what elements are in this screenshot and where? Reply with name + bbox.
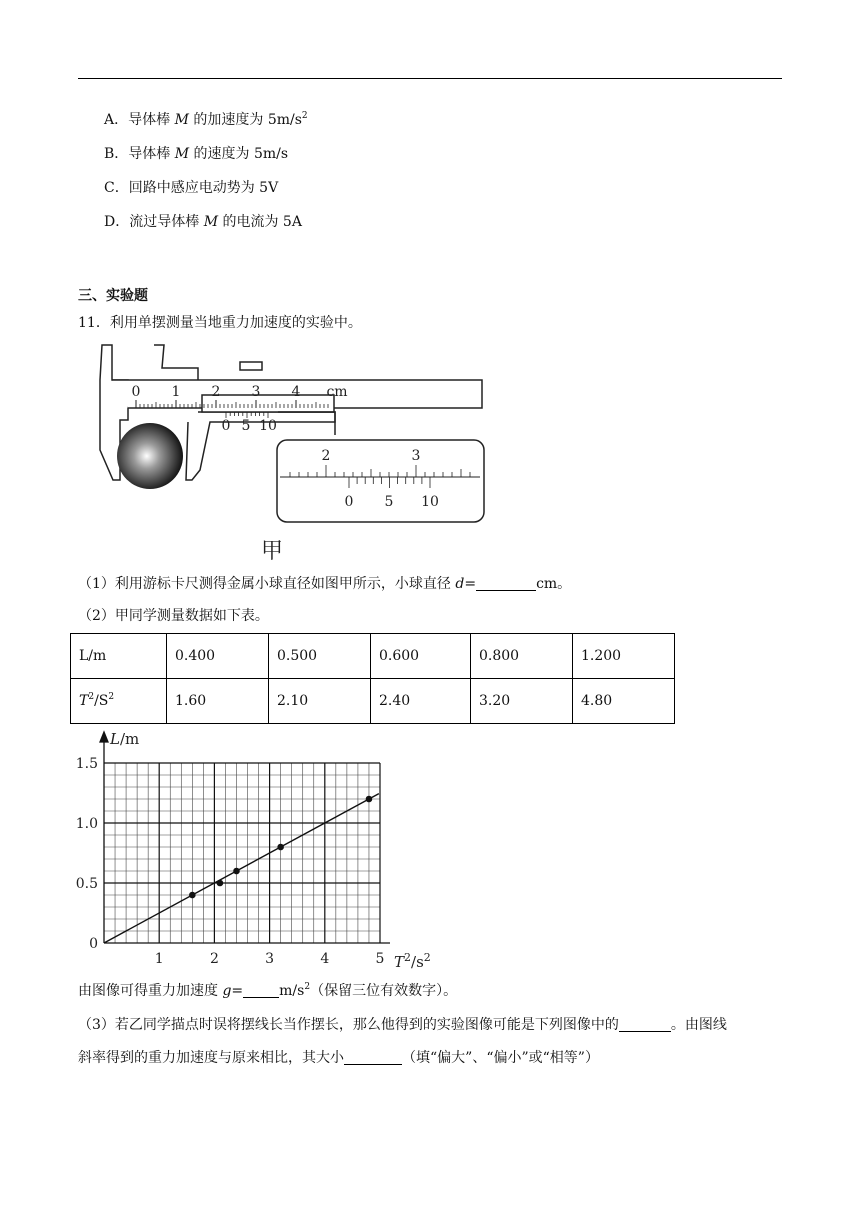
vernier-label: 0 <box>221 418 231 434</box>
data-point <box>366 796 373 803</box>
question-11 <box>78 313 362 333</box>
part-3-line2 <box>78 1048 599 1068</box>
main-scale-label: 4 <box>291 384 301 400</box>
table-row <box>71 679 675 724</box>
option-text: 的速度为 5m/s <box>189 146 289 162</box>
main-scale-label: 1 <box>171 384 181 400</box>
y-axis-arrow <box>100 732 108 742</box>
table-header-cell: $T^2/S^2$ <box>71 679 167 724</box>
data-point <box>217 880 224 887</box>
answer-blank-d <box>476 575 536 591</box>
option-text: 导体棒 <box>128 146 175 162</box>
zoom-vernier-label: 0 <box>344 494 354 510</box>
zoom-main-label: 2 <box>321 448 331 464</box>
part3-text: 。由图线 <box>670 1017 727 1033</box>
part-3-line1 <box>78 1015 727 1035</box>
answer-blank-graph <box>619 1016 671 1032</box>
table-cell: 0.800 <box>471 634 573 679</box>
option-b <box>104 144 288 164</box>
part-2: （2）甲同学测量数据如下表。 <box>78 608 269 624</box>
part2b-unit: m/s <box>279 983 305 999</box>
y-axis-label: L/m <box>110 730 140 748</box>
part1-eq: = <box>464 576 477 592</box>
option-text: 流过导体棒 <box>129 214 204 230</box>
question-text: 利用单摆测量当地重力加速度的实验中。 <box>109 315 362 331</box>
table-cell: 2.40 <box>371 679 471 724</box>
data-point <box>233 868 240 875</box>
x-axis-label: $T^2/s^2$ <box>394 951 431 971</box>
x-tick-label: 4 <box>320 951 330 967</box>
header-rule <box>78 78 782 79</box>
answer-blank-g <box>243 982 279 998</box>
x-tick-label: 1 <box>154 951 164 967</box>
answer-blank-compare <box>344 1049 402 1065</box>
section-heading: 三、实验题 <box>78 288 148 304</box>
question-number: 11． <box>78 315 110 331</box>
part2b-eq: = <box>231 983 244 999</box>
figure-label: 甲 <box>260 539 284 564</box>
option-var: M <box>174 146 190 162</box>
x-tick-label: 2 <box>209 951 219 967</box>
zoom-box <box>277 440 484 522</box>
main-scale-label: 0 <box>131 384 141 400</box>
y-tick-label: 0.5 <box>75 876 98 892</box>
option-text: 的加速度为 5m/s <box>188 112 302 128</box>
vernier-label: 5 <box>241 418 251 434</box>
x-tick-label: 3 <box>265 951 275 967</box>
zoom-main-label: 3 <box>411 448 421 464</box>
data-table <box>70 633 675 724</box>
x-tick-label: 5 <box>375 951 385 967</box>
option-c <box>104 178 278 198</box>
option-d <box>104 212 302 232</box>
y-tick-label: 0 <box>89 936 98 952</box>
table-header-cell: L/m <box>71 634 167 679</box>
option-letter: A． <box>104 112 129 128</box>
part2b-sup: 2 <box>304 982 311 992</box>
table-cell: 0.400 <box>167 634 269 679</box>
zoom-vernier-label: 10 <box>421 494 439 510</box>
main-scale-label: 2 <box>211 384 221 400</box>
table-cell: 4.80 <box>573 679 675 724</box>
option-letter: D． <box>104 214 130 230</box>
part2b-prefix: 由图像可得重力加速度 <box>78 983 223 999</box>
table-cell: 1.60 <box>167 679 269 724</box>
part3-text: （填“偏大”、“偏小”或“相等”） <box>402 1050 599 1066</box>
metal-ball <box>117 423 183 489</box>
part3-text: 斜率得到的重力加速度与原来相比，其大小 <box>78 1050 344 1066</box>
option-var: M <box>203 214 219 230</box>
vernier-label: 10 <box>259 418 277 434</box>
part3-text: （3）若乙同学描点时误将摆线长当作摆长，那么他得到的实验图像可能是下列图像中的 <box>78 1017 619 1033</box>
table-cell: 0.600 <box>371 634 471 679</box>
table-cell: 2.10 <box>269 679 371 724</box>
option-letter: C． <box>104 180 129 196</box>
option-text: 导体棒 <box>128 112 175 128</box>
main-scale-unit: cm <box>326 384 348 400</box>
main-scale-label: 3 <box>251 384 261 400</box>
zoom-vernier-label: 5 <box>384 494 394 510</box>
part1-prefix: （1）利用游标卡尺测得金属小球直径如图甲所示，小球直径 <box>78 576 456 592</box>
option-letter: B． <box>104 146 129 162</box>
option-sup: 2 <box>301 111 308 121</box>
option-a <box>104 110 308 130</box>
table-cell: 1.200 <box>573 634 675 679</box>
fit-line <box>104 794 379 943</box>
part1-var: d <box>455 576 465 592</box>
part-2b <box>78 981 457 1001</box>
data-point <box>277 844 284 851</box>
option-text: 回路中感应电动势为 5V <box>128 180 279 196</box>
y-tick-label: 1.0 <box>75 816 98 832</box>
y-tick-label: 1.5 <box>75 756 98 772</box>
part2b-var: g <box>222 983 232 999</box>
part1-suffix: cm。 <box>536 576 572 592</box>
table-cell: 3.20 <box>471 679 573 724</box>
option-var: M <box>174 112 189 128</box>
table-cell: 0.500 <box>269 634 371 679</box>
table-row <box>71 634 675 679</box>
data-point <box>189 892 196 899</box>
option-text: 的电流为 5A <box>218 214 302 230</box>
part-1 <box>78 574 571 594</box>
l-vs-t2-chart <box>70 726 440 976</box>
part2b-suffix: （保留三位有效数字）。 <box>310 983 458 999</box>
vernier-caliper-figure <box>80 340 500 565</box>
